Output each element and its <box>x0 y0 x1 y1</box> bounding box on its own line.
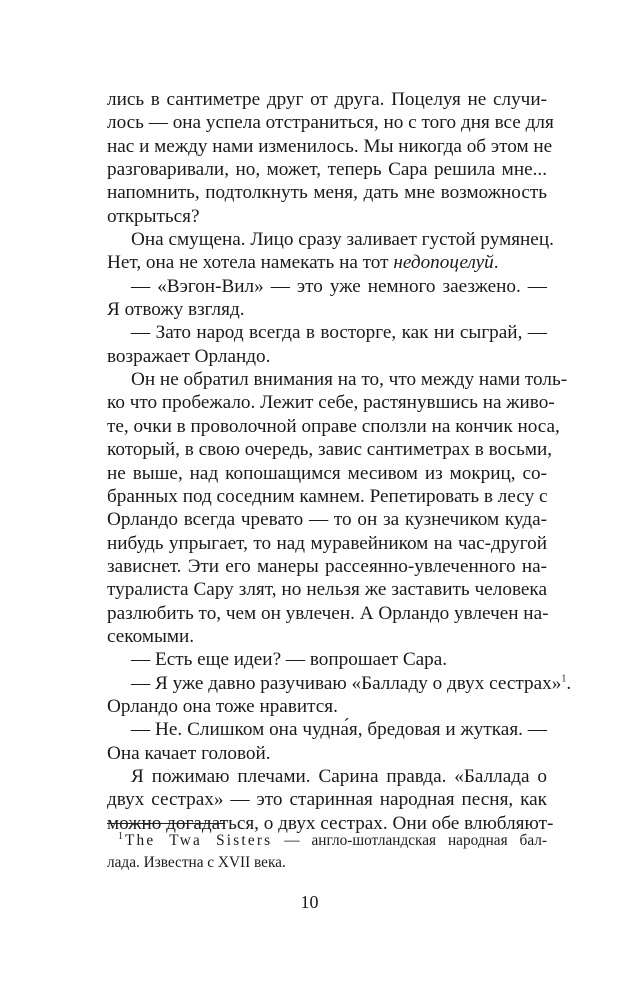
text-line <box>107 672 572 695</box>
footnote-marker: 1 <box>118 830 123 842</box>
text-line: — Есть еще идеи? — вопрошает Сара. <box>131 649 448 671</box>
italic-word: недопоцелуй <box>393 252 494 274</box>
text-line: Он не обратил внимания на то, что между нами толь- <box>131 369 568 391</box>
text-line: нибудь упрыгает, то над муравейником на час-другой <box>107 532 547 554</box>
text-line: лись в сантиметре друг от друга. Поцелуя не случи- <box>107 89 547 110</box>
text-line: разлюбить то, чем он увлечен. А Орландо увлечен на- <box>107 602 549 624</box>
text-line: разговаривали, но, может, теперь Сара решила мне... <box>107 159 547 181</box>
text-line: — Зато народ всегда в восторге, как ни сыграй, — <box>131 322 547 344</box>
text-line: — Не. Слишком она чудна́я, бредовая и жуткая. — <box>131 719 547 741</box>
text-line: лось — она успела отстраниться, но с того дня все для <box>107 112 554 134</box>
text-line: нас и между нами изменилось. Мы никогда об этом не <box>107 135 553 157</box>
text-line: который, в свою очередь, завис сантиметрах в восьми, <box>107 439 553 461</box>
text-line: не выше, над копошащимся месивом из мокриц, со- <box>107 462 547 484</box>
footnote-divider <box>107 823 225 824</box>
footnote-line <box>107 830 547 852</box>
page-number: 10 <box>300 892 319 912</box>
body-text <box>107 88 572 835</box>
text-line: Я пожимаю плечами. Сарина правда. «Баллада о <box>131 765 547 787</box>
text-line: напомнить, подтолкнуть меня, дать мне возможность <box>107 182 547 204</box>
footnote-line: лада. Известна с XVII века. <box>107 854 286 871</box>
footnote-text: — англо-шотландская народная бал- <box>272 832 547 849</box>
text-line: двух сестрах» — это старинная народная песня, как <box>107 789 547 811</box>
text-line: туралиста Сару злят, но нельзя же заставить человека <box>107 579 547 601</box>
text-line <box>107 251 547 274</box>
text-line: Она смущена. Лицо сразу заливает густой румянец. <box>131 229 554 251</box>
footnote-reference: 1 <box>561 673 567 685</box>
text-line: секомыми. <box>107 625 195 647</box>
text-segment: . <box>566 672 572 694</box>
text-line: Орландо она тоже нравится. <box>107 695 338 717</box>
text-line: открыться? <box>107 205 200 227</box>
text-line: те, очки в проволочной оправе сползли на кончик носа, <box>107 415 560 437</box>
text-line: бранных под соседним камнем. Репетировать в лесу с <box>107 485 548 507</box>
text-line: Она качает головой. <box>107 742 271 764</box>
text-line: зависнет. Эти его манеры рассеянно-увлеченного на- <box>107 555 547 577</box>
text-segment: . <box>493 252 499 274</box>
footnote-title: The Twa Sisters <box>125 832 273 849</box>
text-line: Орландо всегда чревато — то он за кузнечиком куда- <box>107 509 547 531</box>
text-line: возражает Орландо. <box>107 345 271 367</box>
text-segment: — Я уже давно разучиваю «Балладу о двух сестрах» <box>131 672 562 694</box>
text-line: можно догадаться, о двух сестрах. Они обе влюбляют- <box>107 812 554 834</box>
footnote <box>107 830 547 874</box>
text-segment: Нет, она не хотела намекать на тот <box>107 252 394 274</box>
text-line: — «Вэгон-Вил» — это уже немного заезжено. — <box>131 275 547 297</box>
text-line: ко что пробежало. Лежит себе, растянувшись на живо- <box>107 392 555 414</box>
text-line: Я отвожу взгляд. <box>107 299 245 321</box>
